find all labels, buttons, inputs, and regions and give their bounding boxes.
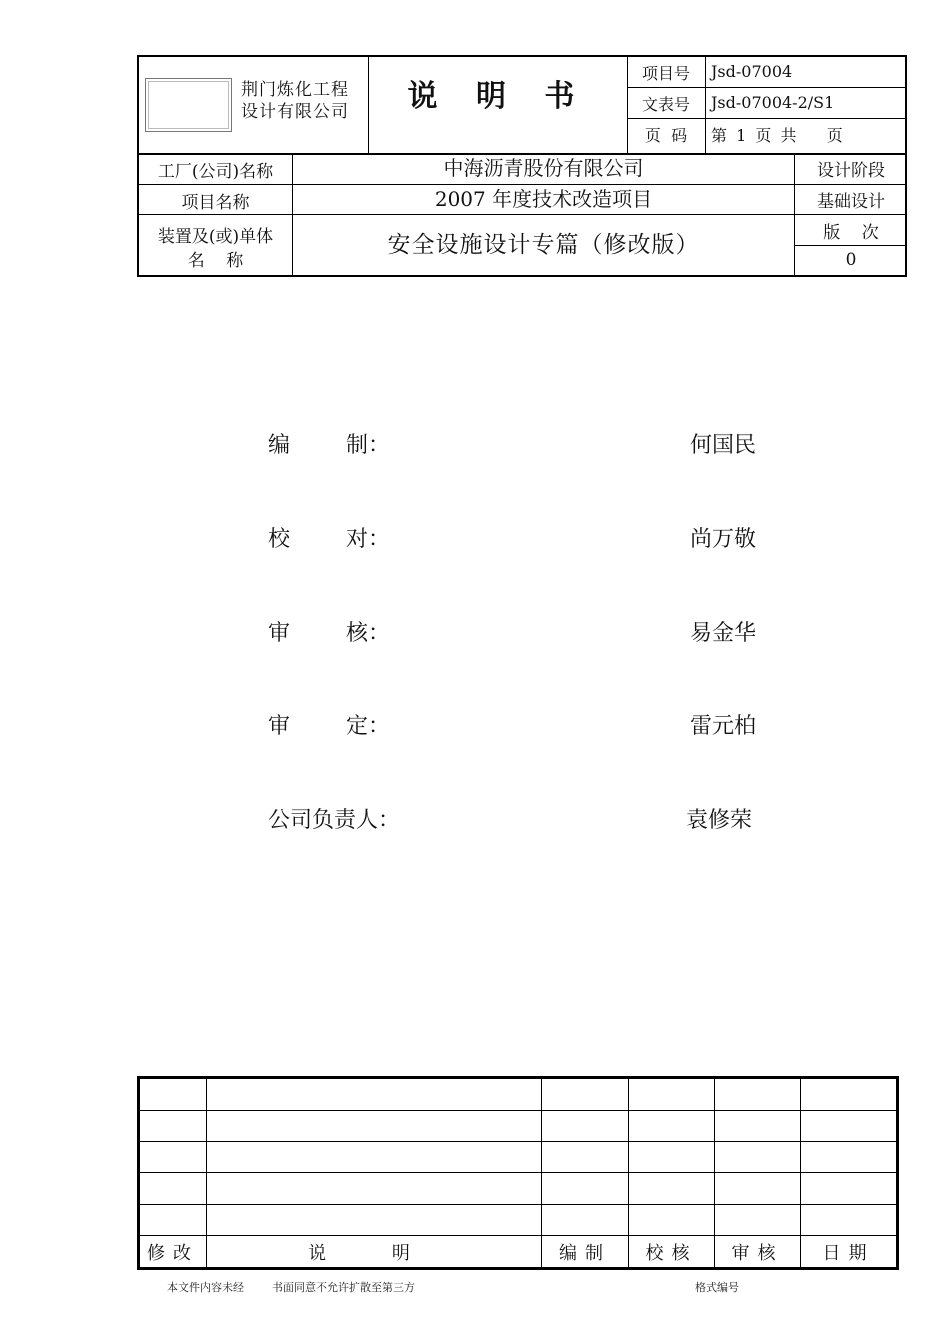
signature-role: 校 对： xyxy=(268,527,390,552)
revision-row xyxy=(139,1110,898,1141)
factory-label: 工厂(公司)名称 xyxy=(157,162,274,182)
signature-role: 公司负责人： xyxy=(268,808,401,833)
signature-role: 编 制： xyxy=(268,433,390,458)
doc-no-value: Jsd-07004-2/S1 xyxy=(711,93,835,112)
signature-row xyxy=(0,428,950,458)
revision-header-checked: 校核 xyxy=(629,1236,715,1269)
revision-header-date: 日期 xyxy=(801,1236,898,1269)
revision-header-modify: 修改 xyxy=(139,1236,207,1269)
meta-divider-2 xyxy=(627,118,905,119)
signature-row xyxy=(0,522,950,552)
signature-name: 尚万敬 xyxy=(690,527,757,552)
signature-name: 雷元柏 xyxy=(690,714,757,739)
factory-value: 中海沥青股份有限公司 xyxy=(443,156,644,180)
revision-row xyxy=(139,1078,898,1111)
company-name-line1: 荆门炼化工程 xyxy=(241,80,349,100)
revision-label: 版 次 xyxy=(823,223,879,243)
revision-table xyxy=(137,1076,899,1270)
project-name-label: 项目名称 xyxy=(181,193,250,213)
company-name xyxy=(241,79,365,123)
signature-role: 审 定： xyxy=(268,714,390,739)
project-no-label: 项目号 xyxy=(641,64,690,83)
company-name-line2: 设计有限公司 xyxy=(241,102,349,122)
signature-name: 何国民 xyxy=(690,433,757,458)
signature-name: 易金华 xyxy=(690,621,757,646)
page-label: 页 码 xyxy=(644,126,688,145)
revision-row xyxy=(139,1204,898,1235)
signature-row xyxy=(0,709,950,739)
company-logo-placeholder xyxy=(145,78,232,132)
signature-row xyxy=(0,803,950,833)
doc-no-label: 文表号 xyxy=(641,95,690,114)
design-stage-value: 基础设计 xyxy=(817,192,885,212)
revision-header-reviewed: 审核 xyxy=(715,1236,801,1269)
design-stage-label: 设计阶段 xyxy=(817,161,885,181)
revision-row xyxy=(139,1142,898,1173)
page-value: 第 1 页 共 页 xyxy=(711,126,845,145)
revision-row xyxy=(139,1173,898,1204)
revision-header-prepared: 编制 xyxy=(542,1236,629,1269)
signature-row xyxy=(0,616,950,646)
signature-role: 审 核： xyxy=(268,621,390,646)
project-name-value: 2007 年度技术改造项目 xyxy=(434,187,653,211)
title-divider xyxy=(627,57,628,153)
revision-header-row xyxy=(139,1236,898,1269)
footer-confidentiality-note: 本文件内容未经 书面同意不允许扩散至第三方 xyxy=(167,1281,415,1294)
revision-value: 0 xyxy=(845,250,857,270)
info-divider-2 xyxy=(139,214,905,215)
meta-divider-1 xyxy=(627,87,905,88)
document-header xyxy=(137,55,907,277)
meta-label-divider xyxy=(705,57,706,153)
project-no-value: Jsd-07004 xyxy=(711,62,793,81)
signature-name: 袁修荣 xyxy=(686,808,753,833)
revision-header-description: 说 明 xyxy=(207,1236,542,1269)
unit-value: 安全设施设计专篇（修改版） xyxy=(387,232,700,258)
unit-label-line1: 装置及(或)单体 xyxy=(157,227,274,247)
info-divider-3 xyxy=(794,245,905,246)
footer-format-number: 格式编号 xyxy=(695,1281,739,1294)
unit-label-line2: 名 称 xyxy=(187,251,244,271)
document-type-title: 说 明 书 xyxy=(407,79,589,114)
